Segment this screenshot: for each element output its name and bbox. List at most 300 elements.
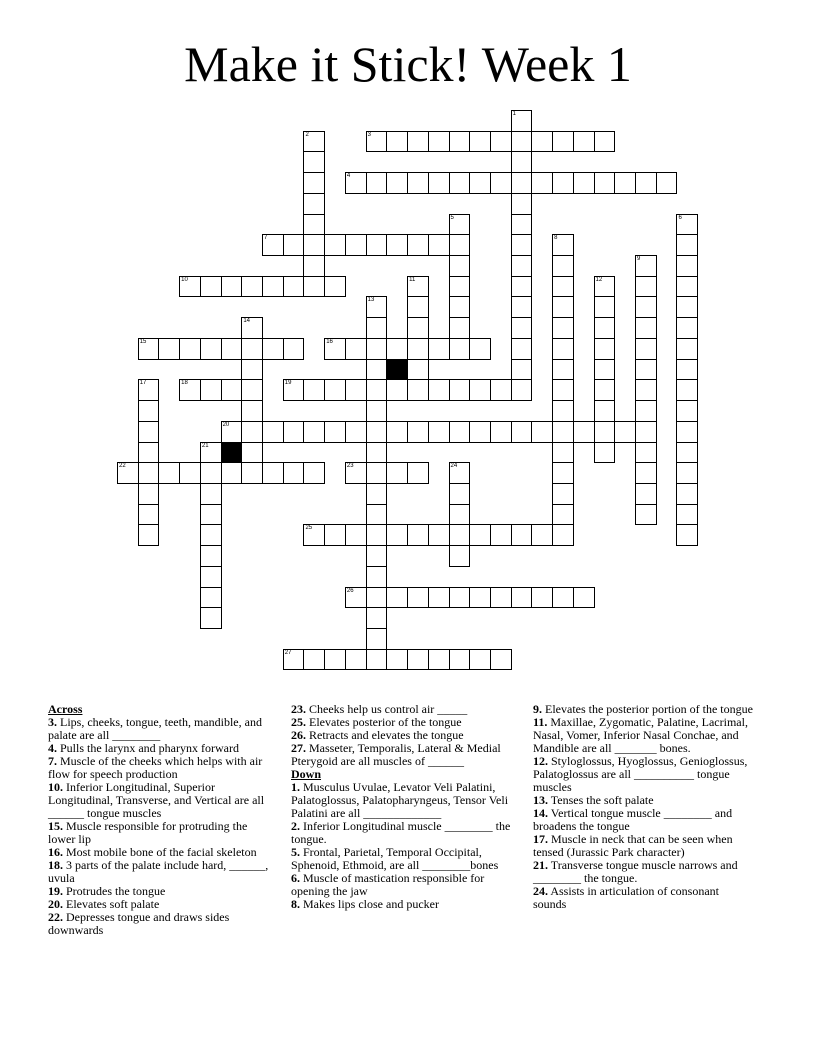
grid-cell[interactable] bbox=[386, 462, 408, 484]
grid-cell[interactable] bbox=[221, 338, 243, 360]
grid-cell[interactable] bbox=[200, 587, 222, 609]
clue-text: Muscle of mastication responsible for opening the jaw bbox=[291, 871, 485, 898]
grid-cell[interactable] bbox=[635, 400, 657, 422]
grid-cell[interactable] bbox=[552, 421, 574, 443]
grid-cell[interactable] bbox=[511, 151, 533, 173]
grid-cell[interactable] bbox=[676, 338, 698, 360]
grid-cell[interactable] bbox=[241, 400, 263, 422]
grid-cell[interactable] bbox=[531, 587, 553, 609]
grid-cell[interactable] bbox=[386, 234, 408, 256]
grid-cell[interactable] bbox=[407, 379, 429, 401]
grid-cell[interactable] bbox=[656, 172, 678, 194]
grid-cell[interactable] bbox=[366, 234, 388, 256]
grid-cell[interactable] bbox=[117, 462, 139, 484]
grid-cell[interactable] bbox=[531, 421, 553, 443]
grid-cell[interactable] bbox=[552, 442, 574, 464]
grid-cell[interactable] bbox=[449, 172, 471, 194]
grid-cell[interactable] bbox=[635, 483, 657, 505]
grid-cell[interactable] bbox=[511, 172, 533, 194]
clue-label: 19. bbox=[48, 884, 63, 898]
clue bbox=[48, 820, 276, 846]
grid-cell[interactable] bbox=[407, 421, 429, 443]
grid-cell[interactable] bbox=[366, 379, 388, 401]
grid-cell[interactable] bbox=[511, 110, 533, 132]
grid-cell[interactable] bbox=[324, 379, 346, 401]
grid-cell[interactable] bbox=[262, 338, 284, 360]
grid-cell[interactable] bbox=[179, 276, 201, 298]
grid-cell[interactable] bbox=[200, 442, 222, 464]
grid-cell[interactable] bbox=[635, 359, 657, 381]
grid-cell[interactable] bbox=[407, 649, 429, 671]
clue-number: 20 bbox=[222, 421, 230, 428]
grid-cell[interactable] bbox=[386, 649, 408, 671]
clue bbox=[533, 859, 755, 885]
grid-cell[interactable] bbox=[635, 338, 657, 360]
grid-cell[interactable] bbox=[386, 172, 408, 194]
grid-cell[interactable] bbox=[303, 421, 325, 443]
grid-cell[interactable] bbox=[200, 607, 222, 629]
grid-cell[interactable] bbox=[614, 421, 636, 443]
grid-cell[interactable] bbox=[303, 151, 325, 173]
grid-cell[interactable] bbox=[366, 296, 388, 318]
grid-cell[interactable] bbox=[324, 234, 346, 256]
grid-cell[interactable] bbox=[428, 587, 450, 609]
grid-cell[interactable] bbox=[428, 379, 450, 401]
grid-cell[interactable] bbox=[386, 379, 408, 401]
clue-number: 11 bbox=[409, 276, 416, 283]
grid-cell[interactable] bbox=[200, 545, 222, 567]
grid-cell[interactable] bbox=[200, 276, 222, 298]
clue-number: 25 bbox=[305, 525, 313, 532]
clue bbox=[291, 742, 523, 768]
grid-cell[interactable] bbox=[676, 504, 698, 526]
grid-cell[interactable] bbox=[138, 462, 160, 484]
grid-cell[interactable] bbox=[366, 400, 388, 422]
grid-cell[interactable] bbox=[676, 442, 698, 464]
grid-cell[interactable] bbox=[676, 234, 698, 256]
grid-cell[interactable] bbox=[283, 379, 305, 401]
clue bbox=[533, 716, 755, 755]
grid-cell[interactable] bbox=[676, 379, 698, 401]
grid-cell[interactable] bbox=[262, 421, 284, 443]
grid-cell[interactable] bbox=[490, 587, 512, 609]
grid-cell[interactable] bbox=[366, 524, 388, 546]
grid-cell[interactable] bbox=[614, 172, 636, 194]
grid-cell[interactable] bbox=[221, 421, 243, 443]
grid-cell[interactable] bbox=[324, 649, 346, 671]
grid-cell[interactable] bbox=[407, 131, 429, 153]
grid-cell[interactable] bbox=[221, 379, 243, 401]
grid-cell[interactable] bbox=[552, 338, 574, 360]
grid-cell[interactable] bbox=[179, 338, 201, 360]
grid-cell[interactable] bbox=[449, 338, 471, 360]
grid-cell[interactable] bbox=[386, 587, 408, 609]
clue bbox=[533, 885, 755, 911]
grid-cell[interactable] bbox=[179, 379, 201, 401]
grid-cell[interactable] bbox=[594, 338, 616, 360]
grid-cell[interactable] bbox=[490, 421, 512, 443]
grid-cell[interactable] bbox=[366, 317, 388, 339]
grid-cell[interactable] bbox=[449, 255, 471, 277]
clue-number: 4 bbox=[346, 173, 351, 180]
clue-text: Muscle of the cheeks which helps with air flow for speech production bbox=[48, 754, 263, 781]
grid-cell[interactable] bbox=[449, 296, 471, 318]
clue bbox=[48, 911, 276, 937]
grid-cell[interactable] bbox=[635, 421, 657, 443]
clue-label: 14. bbox=[533, 806, 548, 820]
grid-cell[interactable] bbox=[676, 483, 698, 505]
grid-cell[interactable] bbox=[366, 545, 388, 567]
clue bbox=[291, 846, 523, 872]
grid-cell[interactable] bbox=[552, 276, 574, 298]
grid-cell[interactable] bbox=[366, 421, 388, 443]
grid-cell[interactable] bbox=[635, 172, 657, 194]
grid-cell[interactable] bbox=[138, 421, 160, 443]
grid-cell[interactable] bbox=[138, 442, 160, 464]
clue-number: 23 bbox=[346, 463, 354, 470]
grid-cell[interactable] bbox=[428, 131, 450, 153]
grid-cell[interactable] bbox=[449, 131, 471, 153]
grid-cell[interactable] bbox=[366, 628, 388, 650]
grid-cell[interactable] bbox=[676, 400, 698, 422]
grid-cell[interactable] bbox=[386, 338, 408, 360]
grid-cell[interactable] bbox=[407, 359, 429, 381]
grid-cell[interactable] bbox=[303, 193, 325, 215]
grid-cell[interactable] bbox=[303, 524, 325, 546]
grid-cell[interactable] bbox=[324, 524, 346, 546]
grid-cell[interactable] bbox=[366, 338, 388, 360]
grid-cell[interactable] bbox=[366, 607, 388, 629]
clue-number: 27 bbox=[284, 649, 292, 656]
grid-cell[interactable] bbox=[366, 483, 388, 505]
grid-cell[interactable] bbox=[490, 649, 512, 671]
grid-cell[interactable] bbox=[407, 524, 429, 546]
clue-number: 16 bbox=[326, 338, 333, 345]
grid-cell[interactable] bbox=[573, 587, 595, 609]
clue-label: 18. bbox=[48, 858, 63, 872]
grid-cell[interactable] bbox=[511, 214, 533, 236]
grid-cell[interactable] bbox=[635, 379, 657, 401]
grid-cell[interactable] bbox=[676, 214, 698, 236]
grid-cell[interactable] bbox=[676, 359, 698, 381]
grid-cell[interactable] bbox=[366, 359, 388, 381]
grid-cell[interactable] bbox=[138, 338, 160, 360]
grid-cell[interactable] bbox=[449, 483, 471, 505]
grid-cell[interactable] bbox=[552, 296, 574, 318]
grid-cell[interactable] bbox=[345, 172, 367, 194]
grid-cell[interactable] bbox=[324, 338, 346, 360]
grid-cell[interactable] bbox=[552, 483, 574, 505]
grid-cell[interactable] bbox=[283, 421, 305, 443]
grid-cell[interactable] bbox=[345, 649, 367, 671]
grid-cell[interactable] bbox=[490, 131, 512, 153]
grid-cell[interactable] bbox=[221, 276, 243, 298]
grid-cell[interactable] bbox=[635, 276, 657, 298]
grid-cell[interactable] bbox=[449, 649, 471, 671]
grid-cell[interactable] bbox=[138, 524, 160, 546]
grid-cell[interactable] bbox=[531, 524, 553, 546]
grid-cell[interactable] bbox=[449, 421, 471, 443]
grid-cell[interactable] bbox=[511, 193, 533, 215]
grid-cell[interactable] bbox=[366, 587, 388, 609]
grid-cell[interactable] bbox=[345, 379, 367, 401]
grid-cell[interactable] bbox=[511, 421, 533, 443]
grid-cell[interactable] bbox=[469, 524, 491, 546]
clue-text: Protrudes the tongue bbox=[63, 884, 166, 898]
grid-cell[interactable] bbox=[262, 234, 284, 256]
grid-cell[interactable] bbox=[303, 379, 325, 401]
clue-text: Inferior Longitudinal muscle ________ the tongue. bbox=[291, 819, 511, 846]
clue bbox=[291, 781, 523, 820]
grid-cell[interactable] bbox=[594, 379, 616, 401]
grid-cell[interactable] bbox=[511, 524, 533, 546]
grid-cell[interactable] bbox=[511, 234, 533, 256]
grid-cell[interactable] bbox=[366, 462, 388, 484]
grid-cell[interactable] bbox=[303, 234, 325, 256]
grid-cell[interactable] bbox=[241, 317, 263, 339]
grid-cell[interactable] bbox=[511, 276, 533, 298]
clue-text: Makes lips close and pucker bbox=[300, 897, 439, 911]
grid-cell[interactable] bbox=[552, 172, 574, 194]
grid-cell[interactable] bbox=[449, 462, 471, 484]
grid-cell[interactable] bbox=[490, 379, 512, 401]
grid-cell[interactable] bbox=[552, 524, 574, 546]
grid-cell[interactable] bbox=[386, 524, 408, 546]
grid-cell[interactable] bbox=[511, 359, 533, 381]
clue bbox=[48, 781, 276, 820]
grid-cell[interactable] bbox=[366, 131, 388, 153]
grid-cell[interactable] bbox=[552, 234, 574, 256]
grid-cell[interactable] bbox=[573, 172, 595, 194]
grid-cell[interactable] bbox=[552, 379, 574, 401]
clue-text: 3 parts of the palate include hard, ______, uvula bbox=[48, 858, 269, 885]
grid-cell[interactable] bbox=[303, 276, 325, 298]
clue-number: 18 bbox=[181, 380, 188, 387]
grid-cell[interactable] bbox=[635, 296, 657, 318]
grid-cell[interactable] bbox=[594, 400, 616, 422]
grid-cell[interactable] bbox=[345, 462, 367, 484]
grid-cell[interactable] bbox=[449, 214, 471, 236]
grid-cell[interactable] bbox=[469, 131, 491, 153]
grid-cell[interactable] bbox=[449, 524, 471, 546]
grid-cell[interactable] bbox=[241, 276, 263, 298]
grid-cell[interactable] bbox=[594, 172, 616, 194]
grid-cell[interactable] bbox=[138, 504, 160, 526]
grid-cell[interactable] bbox=[283, 276, 305, 298]
grid-cell[interactable] bbox=[158, 338, 180, 360]
grid-cell[interactable] bbox=[635, 255, 657, 277]
grid-cell[interactable] bbox=[676, 317, 698, 339]
grid-cell[interactable] bbox=[407, 338, 429, 360]
grid-cell[interactable] bbox=[449, 276, 471, 298]
clue-text: Muscle responsible for protruding the lower lip bbox=[48, 819, 248, 846]
grid-cell[interactable] bbox=[200, 566, 222, 588]
grid-cell[interactable] bbox=[283, 234, 305, 256]
clue-number: 10 bbox=[181, 276, 188, 283]
grid-cell[interactable] bbox=[200, 504, 222, 526]
clues-column-1 bbox=[48, 703, 276, 937]
clue-text: Elevates soft palate bbox=[63, 897, 160, 911]
grid-cell[interactable] bbox=[366, 649, 388, 671]
grid-cell[interactable] bbox=[428, 421, 450, 443]
clues-column-3 bbox=[533, 703, 755, 911]
grid-cell[interactable] bbox=[552, 400, 574, 422]
grid-cell[interactable] bbox=[449, 379, 471, 401]
grid-cell[interactable] bbox=[469, 172, 491, 194]
grid-cell[interactable] bbox=[511, 379, 533, 401]
grid-cell[interactable] bbox=[283, 649, 305, 671]
grid-cell[interactable] bbox=[138, 400, 160, 422]
grid-cell[interactable] bbox=[449, 545, 471, 567]
grid-cell[interactable] bbox=[676, 421, 698, 443]
grid-cell[interactable] bbox=[469, 587, 491, 609]
grid-cell[interactable] bbox=[490, 524, 512, 546]
grid-cell[interactable] bbox=[303, 214, 325, 236]
grid-cell[interactable] bbox=[345, 524, 367, 546]
grid-cell[interactable] bbox=[469, 421, 491, 443]
grid-cell[interactable] bbox=[138, 483, 160, 505]
grid-cell[interactable] bbox=[594, 421, 616, 443]
grid-cell[interactable] bbox=[552, 359, 574, 381]
grid-cell[interactable] bbox=[573, 131, 595, 153]
grid-cell[interactable] bbox=[407, 317, 429, 339]
grid-cell[interactable] bbox=[573, 421, 595, 443]
grid-cell[interactable] bbox=[428, 338, 450, 360]
grid-cell[interactable] bbox=[428, 234, 450, 256]
grid-cell[interactable] bbox=[449, 234, 471, 256]
grid-cell[interactable] bbox=[511, 255, 533, 277]
clue bbox=[48, 716, 276, 742]
grid-cell[interactable] bbox=[241, 338, 263, 360]
grid-cell[interactable] bbox=[407, 172, 429, 194]
grid-cell[interactable] bbox=[241, 421, 263, 443]
grid-cell[interactable] bbox=[635, 504, 657, 526]
grid-cell[interactable] bbox=[594, 131, 616, 153]
grid-cell[interactable] bbox=[635, 317, 657, 339]
grid-cell[interactable] bbox=[158, 462, 180, 484]
grid-cell[interactable] bbox=[511, 317, 533, 339]
grid-cell[interactable] bbox=[490, 172, 512, 194]
grid-cell[interactable] bbox=[511, 587, 533, 609]
grid-cell[interactable] bbox=[449, 504, 471, 526]
grid-cell[interactable] bbox=[594, 359, 616, 381]
grid-cell[interactable] bbox=[552, 131, 574, 153]
black-square bbox=[221, 442, 243, 464]
grid-cell[interactable] bbox=[531, 172, 553, 194]
grid-cell[interactable] bbox=[511, 296, 533, 318]
grid-cell[interactable] bbox=[407, 587, 429, 609]
clue-number: 1 bbox=[512, 111, 517, 117]
grid-cell[interactable] bbox=[386, 421, 408, 443]
grid-cell[interactable] bbox=[241, 442, 263, 464]
grid-cell[interactable] bbox=[200, 483, 222, 505]
grid-cell[interactable] bbox=[324, 421, 346, 443]
grid-cell[interactable] bbox=[676, 524, 698, 546]
grid-cell[interactable] bbox=[262, 276, 284, 298]
grid-cell[interactable] bbox=[303, 462, 325, 484]
grid-cell[interactable] bbox=[407, 462, 429, 484]
grid-cell[interactable] bbox=[345, 421, 367, 443]
grid-cell[interactable] bbox=[676, 255, 698, 277]
grid-cell[interactable] bbox=[552, 255, 574, 277]
grid-cell[interactable] bbox=[200, 338, 222, 360]
grid-cell[interactable] bbox=[635, 462, 657, 484]
grid-cell[interactable] bbox=[283, 462, 305, 484]
grid-cell[interactable] bbox=[303, 255, 325, 277]
grid-cell[interactable] bbox=[407, 234, 429, 256]
grid-cell[interactable] bbox=[221, 462, 243, 484]
grid-cell[interactable] bbox=[552, 462, 574, 484]
grid-cell[interactable] bbox=[241, 379, 263, 401]
grid-cell[interactable] bbox=[511, 131, 533, 153]
clue-text: Depresses tongue and draws sides downwards bbox=[48, 910, 230, 937]
clue-label: 24. bbox=[533, 884, 548, 898]
grid-cell[interactable] bbox=[241, 462, 263, 484]
grid-cell[interactable] bbox=[469, 379, 491, 401]
grid-cell[interactable] bbox=[386, 131, 408, 153]
grid-cell[interactable] bbox=[449, 587, 471, 609]
grid-cell[interactable] bbox=[594, 296, 616, 318]
clue-number: 19 bbox=[284, 380, 292, 387]
grid-cell[interactable] bbox=[552, 317, 574, 339]
grid-cell[interactable] bbox=[511, 338, 533, 360]
grid-cell[interactable] bbox=[552, 587, 574, 609]
grid-cell[interactable] bbox=[303, 649, 325, 671]
clue-label: 25. bbox=[291, 715, 306, 729]
grid-cell[interactable] bbox=[676, 462, 698, 484]
grid-cell[interactable] bbox=[241, 359, 263, 381]
grid-cell[interactable] bbox=[262, 462, 284, 484]
grid-cell[interactable] bbox=[407, 276, 429, 298]
grid-cell[interactable] bbox=[428, 524, 450, 546]
grid-cell[interactable] bbox=[345, 587, 367, 609]
grid-cell[interactable] bbox=[366, 172, 388, 194]
grid-cell[interactable] bbox=[345, 234, 367, 256]
grid-cell[interactable] bbox=[428, 172, 450, 194]
grid-cell[interactable] bbox=[366, 442, 388, 464]
grid-cell[interactable] bbox=[469, 338, 491, 360]
clue-text: Lips, cheeks, tongue, teeth, mandible, and palate are all ________ bbox=[48, 715, 262, 742]
grid-cell[interactable] bbox=[345, 338, 367, 360]
grid-cell[interactable] bbox=[428, 649, 450, 671]
clue bbox=[48, 755, 276, 781]
grid-cell[interactable] bbox=[138, 379, 160, 401]
grid-cell[interactable] bbox=[531, 131, 553, 153]
grid-cell[interactable] bbox=[676, 296, 698, 318]
grid-cell[interactable] bbox=[179, 462, 201, 484]
grid-cell[interactable] bbox=[594, 276, 616, 298]
grid-cell[interactable] bbox=[283, 338, 305, 360]
grid-cell[interactable] bbox=[303, 131, 325, 153]
grid-cell[interactable] bbox=[366, 504, 388, 526]
grid-cell[interactable] bbox=[635, 442, 657, 464]
grid-cell[interactable] bbox=[407, 296, 429, 318]
grid-cell[interactable] bbox=[200, 462, 222, 484]
grid-cell[interactable] bbox=[594, 317, 616, 339]
grid-cell[interactable] bbox=[449, 317, 471, 339]
clue-number: 22 bbox=[119, 463, 126, 470]
grid-cell[interactable] bbox=[469, 649, 491, 671]
clue-text: Transverse tongue muscle narrows and ________ the tongue. bbox=[533, 858, 738, 885]
grid-cell[interactable] bbox=[552, 504, 574, 526]
grid-cell[interactable] bbox=[200, 379, 222, 401]
grid-cell[interactable] bbox=[594, 442, 616, 464]
grid-cell[interactable] bbox=[303, 172, 325, 194]
grid-cell[interactable] bbox=[324, 276, 346, 298]
grid-cell[interactable] bbox=[676, 276, 698, 298]
grid-cell[interactable] bbox=[366, 566, 388, 588]
grid-cell[interactable] bbox=[200, 524, 222, 546]
